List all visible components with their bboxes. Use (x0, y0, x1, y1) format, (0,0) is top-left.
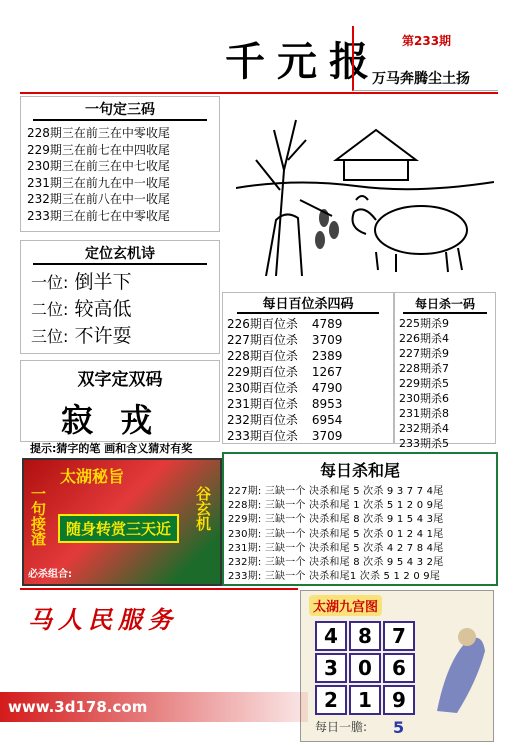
daily-pick-value: 5 (393, 718, 405, 737)
panel-xuanji-title: 定位玄机诗 (33, 243, 207, 265)
tip-text: 提示:猜字的笔 画和含义猜对有奖 (30, 442, 193, 455)
grid-cell: 6 (383, 653, 415, 683)
ox-tree-illustration (236, 100, 494, 276)
panel-shuangzi (20, 360, 220, 442)
list-item: 233期三在前七在中零收尾 (27, 208, 170, 223)
ox-horns (356, 196, 368, 200)
table-row: 229期百位杀 1267 (227, 365, 343, 379)
grid-cell: 9 (383, 685, 415, 715)
taihu-banner (22, 458, 222, 586)
grid-cell: 1 (349, 685, 381, 715)
site-watermark: www.3d178.com (0, 692, 308, 722)
table-row: 231期百位杀 8953 (227, 397, 343, 411)
banner-right-text: 谷玄机 (194, 486, 212, 531)
list-item: 230期杀6 (399, 392, 449, 405)
table-row: 228期百位杀 2389 (227, 349, 343, 363)
horizon (236, 182, 494, 189)
panel-sanma-title: 一句定三码 (33, 99, 207, 121)
list-item: 229期三在前七在中四收尾 (27, 142, 170, 157)
grid-cell: 2 (315, 685, 347, 715)
panel-shuangzi-title: 双字定双码 (77, 370, 163, 390)
list-item: 三位: 不许耍 (31, 325, 132, 347)
issue-text: 万马奔腾尘土扬 (372, 71, 470, 87)
banner-slogan: 随身转赏三天近 (58, 514, 179, 543)
issue-number: 第233期 (402, 34, 452, 48)
nine-grid-title: 太湖九宫图 (309, 595, 382, 616)
issue-box (352, 26, 498, 91)
list-item: 232期三在前八在中一收尾 (27, 192, 170, 206)
banner-title: 太湖秘旨 (60, 467, 125, 486)
list-item: 231期三在前九在中一收尾 (27, 175, 170, 190)
fruit-cluster (315, 209, 339, 249)
banner-bottom-text: 必杀组合: (28, 569, 72, 580)
grid-cell: 8 (349, 621, 381, 651)
table-row: 230期百位杀 4790 (227, 381, 343, 395)
table-row: 233期百位杀 3709 (227, 429, 343, 443)
table-row: 229期: 三缺一个 决杀和尾 8 次杀 9 1 5 4 3尾 (228, 514, 444, 526)
list-item: 228期三在前三在中零收尾 (27, 126, 170, 140)
house (336, 130, 416, 180)
list-item: 233期杀5 (399, 437, 449, 450)
panel-baiwei-title: 每日百位杀四码 (237, 293, 379, 314)
table-row: 233期: 三缺一个 决杀和尾1 次杀 5 1 2 0 9尾 (228, 571, 441, 583)
tree-base (266, 214, 302, 276)
header-divider (20, 92, 498, 94)
riddle-characters: 寂 戎 (61, 401, 161, 439)
panel-shayima-title: 每日杀一码 (403, 295, 487, 314)
panel-sanma (20, 96, 220, 232)
list-item: 228期杀7 (399, 362, 449, 375)
table-row: 231期: 三缺一个 决杀和尾 5 次杀 4 2 7 8 4尾 (228, 542, 444, 554)
grid-cell: 3 (315, 653, 347, 683)
tree-trunk (256, 120, 306, 276)
table-row: 232期: 三缺一个 决杀和尾 8 次杀 9 5 4 3 2尾 (228, 557, 444, 569)
table-row: 232期百位杀 6954 (227, 413, 343, 427)
banner-left-text: 一句接渣 (29, 486, 47, 546)
list-item: 二位: 较高低 (31, 298, 132, 320)
grid-cell: 4 (315, 621, 347, 651)
list-item: 232期杀4 (399, 422, 449, 435)
table-row: 230期: 三缺一个 决杀和尾 5 次杀 0 1 2 4 1尾 (228, 528, 444, 540)
list-item: 227期杀9 (399, 347, 449, 360)
list-item: 230期三在前三在中七收尾 (27, 159, 170, 173)
nine-grid-panel (300, 590, 494, 742)
table-row: 227期百位杀 3709 (227, 333, 343, 347)
page-title: 千元报 (225, 38, 381, 85)
list-item: 一位: 倒半下 (31, 271, 132, 293)
list-item: 226期杀4 (399, 332, 449, 345)
panel-hewei-title: 每日杀和尾 (319, 461, 400, 480)
grid-cell: 7 (383, 621, 415, 651)
table-row: 228期: 三缺一个 决杀和尾 1 次杀 5 1 2 0 9尾 (228, 500, 444, 512)
ox-body (375, 206, 467, 254)
grid-cell: 0 (349, 653, 381, 683)
list-item: 225期杀9 (399, 317, 449, 330)
list-item: 231期杀8 (399, 407, 449, 420)
daily-pick-label: 每日一膽: (315, 720, 368, 734)
decorative-figure (427, 621, 487, 717)
ox-legs-head (353, 209, 463, 272)
calligraphy-text: 马人民服务 (28, 605, 178, 634)
panel-xuanji (20, 240, 220, 354)
table-row: 226期百位杀 4789 (227, 317, 343, 331)
panel-shayima (394, 292, 496, 450)
bottom-divider (20, 588, 298, 590)
panel-baiwei (222, 292, 394, 444)
table-row: 227期: 三缺一个 决杀和尾 5 次杀 9 3 7 7 4尾 (228, 486, 444, 497)
panel-hewei (222, 452, 498, 586)
list-item: 229期杀5 (399, 377, 449, 390)
